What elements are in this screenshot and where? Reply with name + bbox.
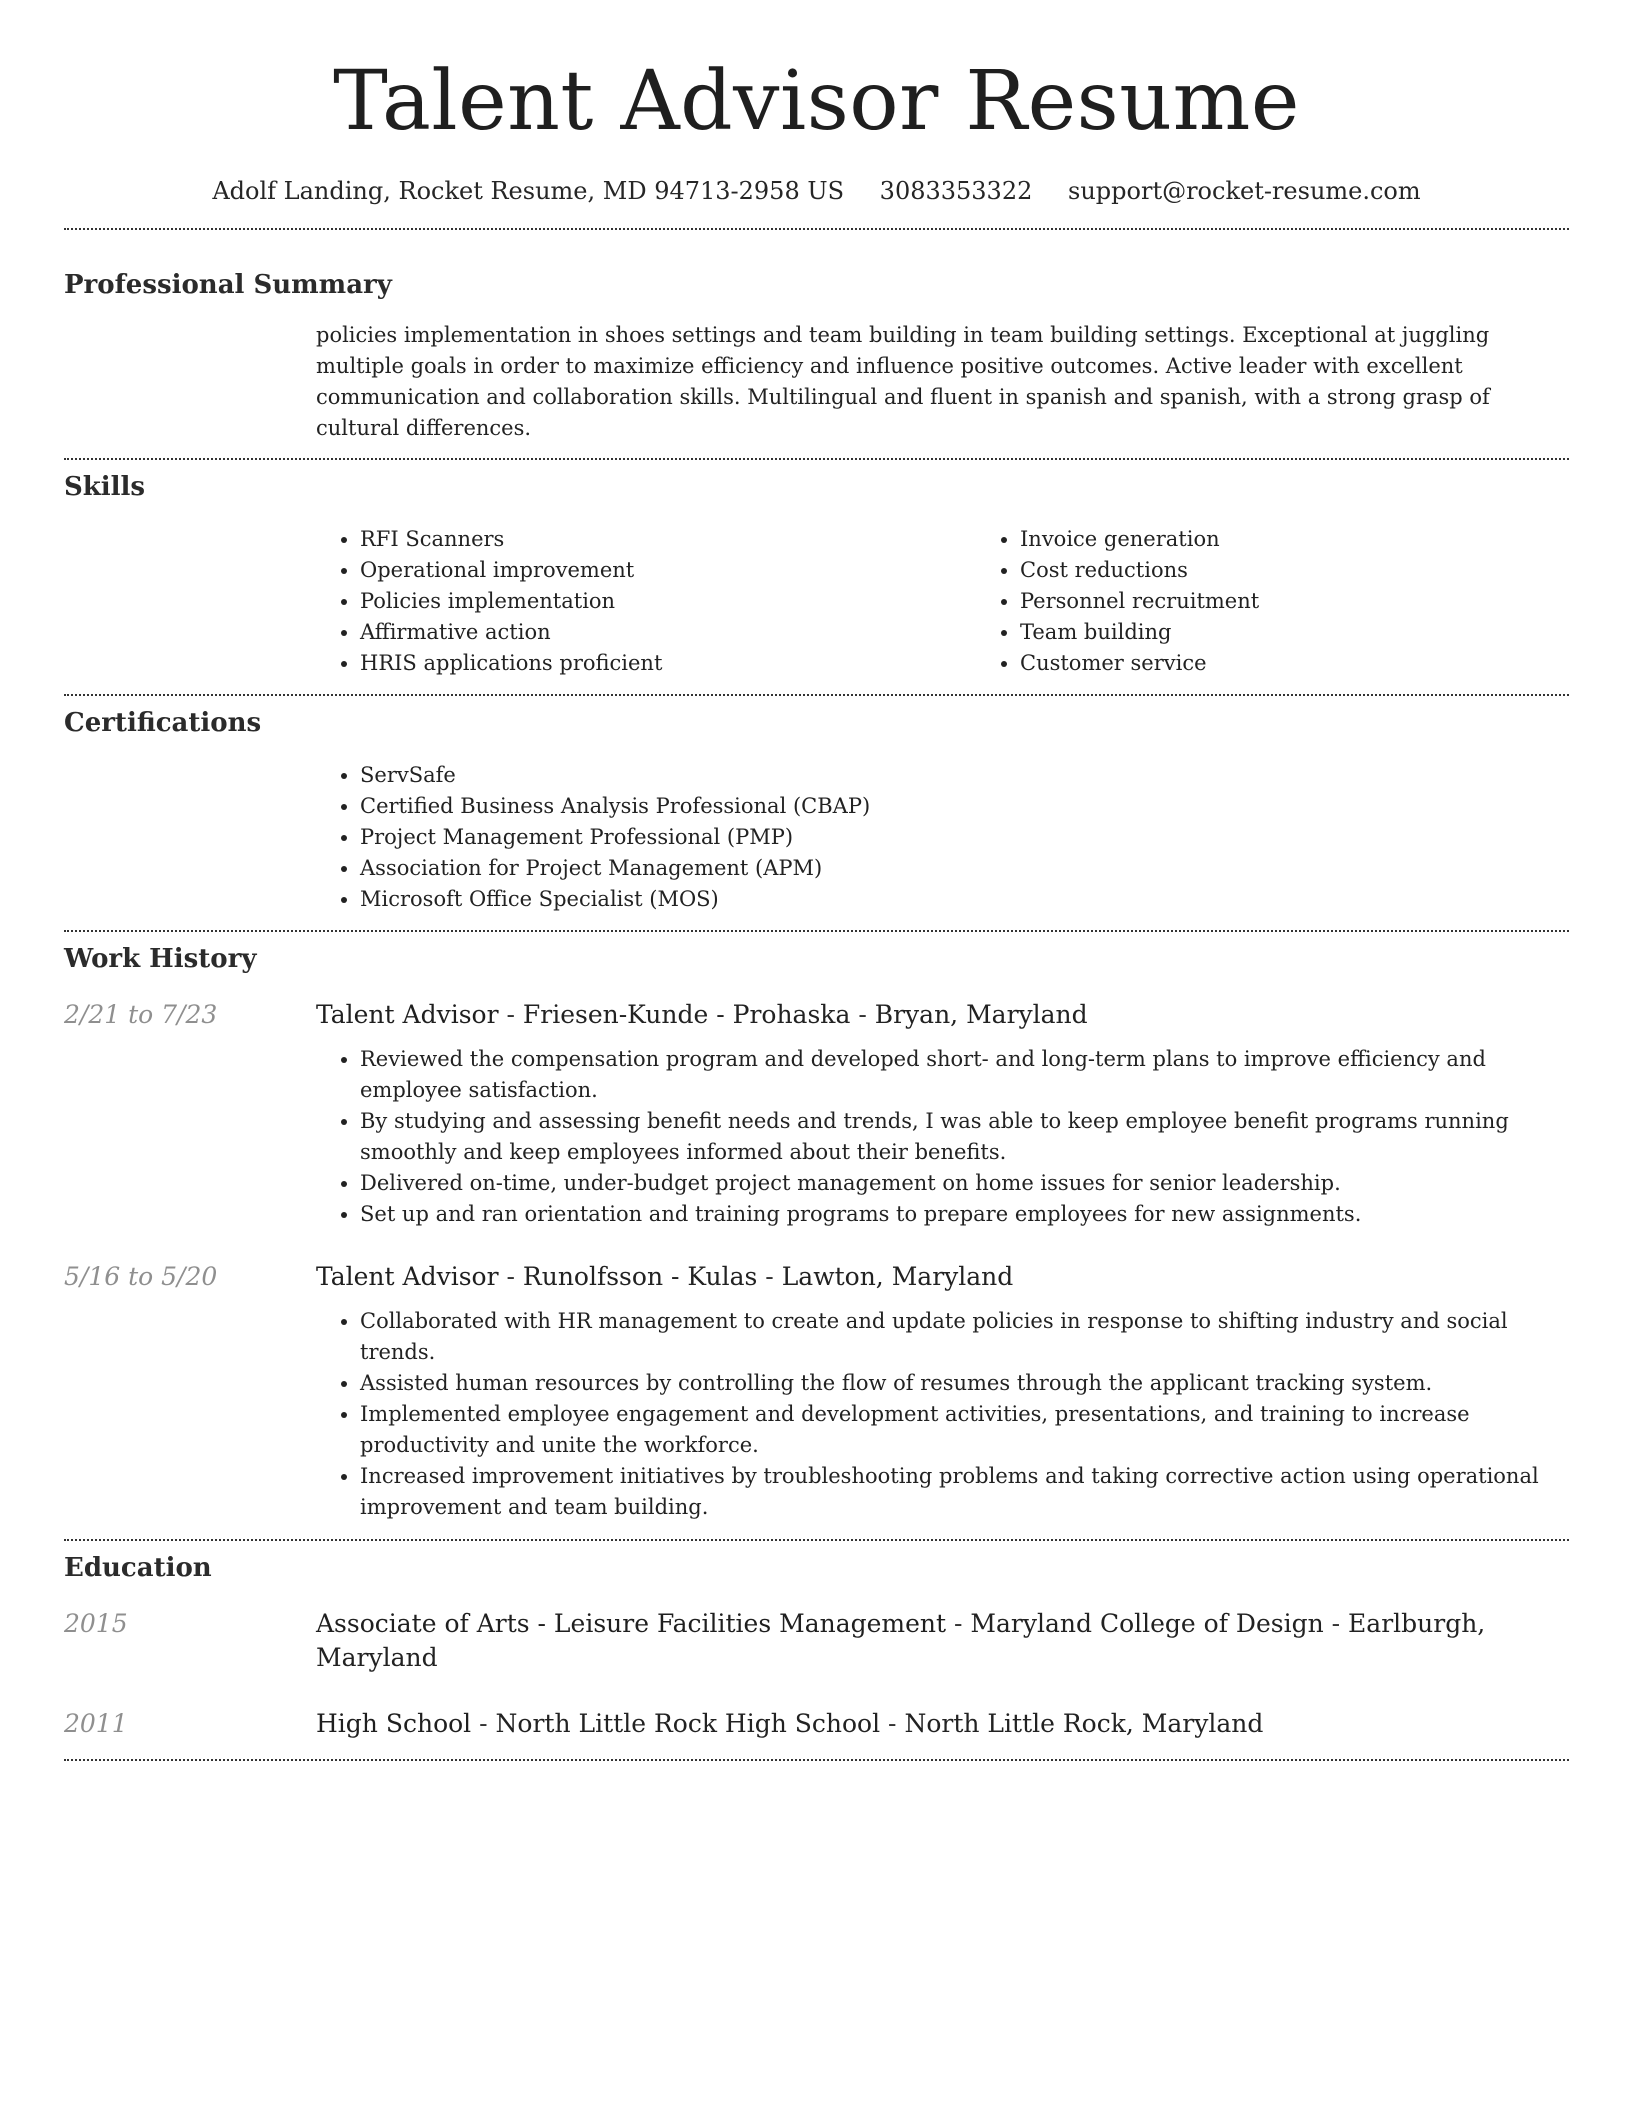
job-bullets xyxy=(316,1306,1569,1523)
job-location: Lawton, Maryland xyxy=(781,1262,1014,1291)
skill-item: • HRIS applications proficient xyxy=(360,648,976,679)
skills-section xyxy=(64,470,1569,679)
separator: - xyxy=(506,1000,515,1029)
contact-address: Adolf Landing, Rocket Resume, MD 94713-2958 US xyxy=(212,177,845,205)
education-entry xyxy=(64,1607,1569,1675)
education-heading-line xyxy=(316,1707,1263,1741)
education-section xyxy=(64,1551,1569,1741)
skill-item: • Cost reductions xyxy=(1020,555,1632,586)
work-heading: Work History xyxy=(64,944,257,974)
skill-item: • Team building xyxy=(1020,617,1632,648)
divider xyxy=(64,1539,1569,1541)
job-bullet: • Set up and ran orientation and training programs to prepare employees for new assignments. xyxy=(360,1199,1569,1230)
skill-item: • Affirmative action xyxy=(360,617,976,648)
job-bullet: • Reviewed the compensation program and developed short- and long-term plans to improve efficiency and employee satisfaction. xyxy=(360,1044,1569,1106)
summary-text: policies implementation in shoes settings and team building in team building settings. Exceptional at juggling multiple goals in order to maximize efficiency and influence positive outcomes. Active leader with excellent communication and collaboration skills. Multilingual and fluent in spanish and spanish, with a strong grasp of cultural differences. xyxy=(316,323,1490,440)
skill-item: • Operational improvement xyxy=(360,555,976,586)
education-degree: High School xyxy=(316,1709,472,1738)
job-title: Talent Advisor xyxy=(316,1000,499,1029)
job-heading xyxy=(316,998,1088,1032)
separator: - xyxy=(506,1262,515,1291)
job-dates: 2/21 to 7/23 xyxy=(64,1000,218,1029)
contact-email: support@rocket-resume.com xyxy=(1068,177,1421,205)
job-heading xyxy=(316,1260,1013,1294)
certification-item: • Association for Project Management (APM) xyxy=(360,853,1569,884)
job-company: Friesen-Kunde - Prohaska xyxy=(522,1000,851,1029)
education-location: Earlburgh, Maryland xyxy=(316,1609,1486,1672)
job-company: Runolfsson - Kulas xyxy=(522,1262,758,1291)
resume-page xyxy=(64,0,1569,1761)
education-year: 2011 xyxy=(64,1709,128,1738)
divider xyxy=(64,458,1569,460)
job-bullet: • Implemented employee engagement and development activities, presentations, and training to increase productivity and unite the workforce. xyxy=(360,1399,1569,1461)
job-bullet: • Assisted human resources by controlling the flow of resumes through the applicant tracking system. xyxy=(360,1368,1569,1399)
job-bullet: • Delivered on-time, under-budget project management on home issues for senior leadership. xyxy=(360,1168,1569,1199)
skill-item: • Policies implementation xyxy=(360,586,976,617)
skill-item: • Invoice generation xyxy=(1020,524,1632,555)
education-entry xyxy=(64,1707,1569,1741)
separator: - xyxy=(888,1709,897,1738)
certification-item: • Project Management Professional (PMP) xyxy=(360,822,1569,853)
job-location: Bryan, Maryland xyxy=(874,1000,1088,1029)
divider xyxy=(64,1759,1569,1761)
separator: - xyxy=(954,1609,963,1638)
certifications-list xyxy=(316,760,1569,915)
job-bullets xyxy=(316,1044,1569,1230)
divider xyxy=(64,694,1569,696)
job-entry xyxy=(64,998,1569,1230)
job-entry xyxy=(64,1260,1569,1523)
separator: - xyxy=(858,1000,867,1029)
contact-line xyxy=(64,174,1569,208)
job-bullet: • By studying and assessing benefit needs and trends, I was able to keep employee benefit programs running smoothly and keep employees informed about their benefits. xyxy=(360,1106,1569,1168)
certification-item: • Microsoft Office Specialist (MOS) xyxy=(360,884,1569,915)
job-dates: 5/16 to 5/20 xyxy=(64,1262,218,1291)
divider xyxy=(64,930,1569,932)
certifications-heading: Certifications xyxy=(64,708,262,738)
education-degree: Associate of Arts - Leisure Facilities Management xyxy=(316,1609,947,1638)
skills-list-left xyxy=(316,524,976,679)
summary-heading: Professional Summary xyxy=(64,270,392,300)
job-bullet: • Increased improvement initiatives by troubleshooting problems and taking corrective action using operational improvement and team building. xyxy=(360,1461,1569,1523)
education-location: North Little Rock, Maryland xyxy=(904,1709,1264,1738)
certifications-section xyxy=(64,706,1569,915)
separator: - xyxy=(479,1709,488,1738)
skills-list-right xyxy=(976,524,1632,679)
summary-section xyxy=(64,268,1569,444)
education-school: North Little Rock High School xyxy=(495,1709,881,1738)
skill-item: • RFI Scanners xyxy=(360,524,976,555)
skills-heading: Skills xyxy=(64,472,146,502)
divider xyxy=(64,228,1569,230)
contact-phone: 3083353322 xyxy=(879,177,1033,205)
education-year: 2015 xyxy=(64,1609,128,1638)
job-title: Talent Advisor xyxy=(316,1262,499,1291)
certification-item: • Certified Business Analysis Professional (CBAP) xyxy=(360,791,1569,822)
skill-item: • Personnel recruitment xyxy=(1020,586,1632,617)
education-school: Maryland College of Design xyxy=(970,1609,1324,1638)
skill-item: • Customer service xyxy=(1020,648,1632,679)
education-heading-line xyxy=(316,1607,1569,1675)
page-title: Talent Advisor Resume xyxy=(333,54,1300,149)
work-section xyxy=(64,942,1569,1523)
job-bullet: • Collaborated with HR management to create and update policies in response to shifting industry and social trends. xyxy=(360,1306,1569,1368)
certification-item: • ServSafe xyxy=(360,760,1569,791)
education-heading: Education xyxy=(64,1553,212,1583)
separator: - xyxy=(1331,1609,1341,1638)
separator: - xyxy=(765,1262,774,1291)
